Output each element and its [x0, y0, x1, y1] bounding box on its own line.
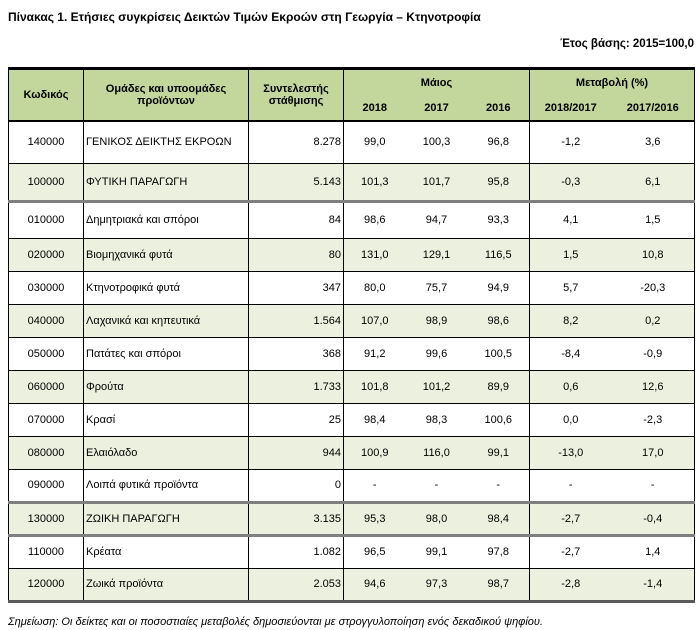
cell-index-2017: 75,7 [406, 271, 468, 304]
cell-code: 010000 [9, 201, 84, 238]
table-row [9, 370, 695, 403]
cell-index-2017: 129,1 [406, 238, 468, 271]
cell-index-2017: 100,3 [406, 121, 468, 163]
cell-change-2018-2017: - [530, 469, 612, 502]
header-product-groups: Ομάδες και υποομάδες προϊόντων [84, 69, 249, 122]
table-row [9, 201, 695, 238]
cell-product-name: ΓΕΝΙΚΟΣ ΔΕΙΚΤΗΣ ΕΚΡΟΩΝ [84, 121, 249, 163]
cell-change-2017-2016: -1,4 [612, 568, 695, 601]
cell-index-2018: 95,3 [344, 502, 406, 535]
cell-index-2017: 98,0 [406, 502, 468, 535]
cell-change-2017-2016: 6,1 [612, 163, 695, 201]
cell-index-2018: 98,4 [344, 403, 406, 436]
cell-index-2016: 93,3 [468, 201, 530, 238]
cell-code: 020000 [9, 238, 84, 271]
cell-change-2017-2016: - [612, 469, 695, 502]
cell-change-2018-2017: -1,2 [530, 121, 612, 163]
page [8, 10, 694, 628]
cell-change-2017-2016: -20,3 [612, 271, 695, 304]
table-row [9, 535, 695, 568]
cell-index-2017: 99,6 [406, 337, 468, 370]
cell-change-2017-2016: 17,0 [612, 436, 695, 469]
cell-index-2018: 101,8 [344, 370, 406, 403]
cell-change-2018-2017: 4,1 [530, 201, 612, 238]
cell-weight: 368 [249, 337, 344, 370]
cell-code: 040000 [9, 304, 84, 337]
cell-change-2018-2017: 1,5 [530, 238, 612, 271]
cell-index-2016: 95,8 [468, 163, 530, 201]
table-row [9, 403, 695, 436]
cell-change-2018-2017: 5,7 [530, 271, 612, 304]
cell-code: 090000 [9, 469, 84, 502]
cell-change-2018-2017: -2,7 [530, 535, 612, 568]
cell-index-2016: 98,6 [468, 304, 530, 337]
cell-weight: 25 [249, 403, 344, 436]
cell-weight: 0 [249, 469, 344, 502]
cell-code: 070000 [9, 403, 84, 436]
table-header [9, 69, 695, 122]
table-row [9, 436, 695, 469]
cell-product-name: Ελαιόλαδο [84, 436, 249, 469]
cell-index-2017: 97,3 [406, 568, 468, 601]
header-year-2017: 2017 [406, 96, 468, 121]
cell-product-name: Δημητριακά και σπόροι [84, 201, 249, 238]
cell-index-2018: - [344, 469, 406, 502]
cell-index-2016: 89,9 [468, 370, 530, 403]
cell-index-2016: 100,5 [468, 337, 530, 370]
cell-index-2018: 96,5 [344, 535, 406, 568]
cell-index-2016: - [468, 469, 530, 502]
cell-weight: 944 [249, 436, 344, 469]
cell-weight: 2.053 [249, 568, 344, 601]
cell-product-name: Φρούτα [84, 370, 249, 403]
cell-code: 080000 [9, 436, 84, 469]
cell-code: 140000 [9, 121, 84, 163]
cell-change-2017-2016: 1,4 [612, 535, 695, 568]
cell-index-2017: 101,7 [406, 163, 468, 201]
cell-index-2017: - [406, 469, 468, 502]
cell-index-2018: 98,6 [344, 201, 406, 238]
cell-change-2018-2017: -0,3 [530, 163, 612, 201]
cell-product-name: Κτηνοτροφικά φυτά [84, 271, 249, 304]
header-code: Κωδικός [9, 69, 84, 122]
cell-index-2018: 80,0 [344, 271, 406, 304]
header-year-2018: 2018 [344, 96, 406, 121]
cell-code: 030000 [9, 271, 84, 304]
cell-index-2017: 116,0 [406, 436, 468, 469]
cell-change-2018-2017: -8,4 [530, 337, 612, 370]
cell-index-2017: 98,3 [406, 403, 468, 436]
cell-weight: 3.135 [249, 502, 344, 535]
cell-index-2016: 96,8 [468, 121, 530, 163]
table-body [9, 121, 695, 601]
cell-change-2018-2017: 8,2 [530, 304, 612, 337]
header-weight: Συντελεστής στάθμισης [249, 69, 344, 122]
cell-change-2018-2017: -2,7 [530, 502, 612, 535]
cell-weight: 1.564 [249, 304, 344, 337]
cell-change-2017-2016: 0,2 [612, 304, 695, 337]
table-row [9, 568, 695, 601]
cell-product-name: Λοιπά φυτικά προϊόντα [84, 469, 249, 502]
cell-product-name: Κρέατα [84, 535, 249, 568]
price-index-table [8, 67, 695, 603]
header-may-group: Μάιος [344, 69, 530, 97]
cell-change-2018-2017: -13,0 [530, 436, 612, 469]
cell-change-2017-2016: 12,6 [612, 370, 695, 403]
cell-weight: 8.278 [249, 121, 344, 163]
cell-change-2017-2016: 3,6 [612, 121, 695, 163]
cell-index-2016: 99,1 [468, 436, 530, 469]
cell-index-2016: 98,4 [468, 502, 530, 535]
cell-change-2017-2016: -0,4 [612, 502, 695, 535]
cell-index-2018: 100,9 [344, 436, 406, 469]
cell-product-name: Πατάτες και σπόροι [84, 337, 249, 370]
cell-change-2017-2016: -2,3 [612, 403, 695, 436]
cell-weight: 84 [249, 201, 344, 238]
cell-code: 100000 [9, 163, 84, 201]
cell-change-2018-2017: -2,8 [530, 568, 612, 601]
table-row [9, 502, 695, 535]
table-row [9, 469, 695, 502]
cell-product-name: ΦΥΤΙΚΗ ΠΑΡΑΓΩΓΗ [84, 163, 249, 201]
cell-weight: 1.733 [249, 370, 344, 403]
table-row [9, 304, 695, 337]
cell-code: 120000 [9, 568, 84, 601]
cell-change-2018-2017: 0,0 [530, 403, 612, 436]
table-row [9, 163, 695, 201]
cell-index-2017: 101,2 [406, 370, 468, 403]
cell-index-2018: 131,0 [344, 238, 406, 271]
cell-change-2017-2016: 1,5 [612, 201, 695, 238]
cell-code: 050000 [9, 337, 84, 370]
cell-index-2018: 94,6 [344, 568, 406, 601]
cell-index-2016: 98,7 [468, 568, 530, 601]
table-row [9, 121, 695, 163]
cell-product-name: Ζωικά προϊόντα [84, 568, 249, 601]
cell-product-name: Κρασί [84, 403, 249, 436]
cell-index-2018: 101,3 [344, 163, 406, 201]
cell-change-2018-2017: 0,6 [530, 370, 612, 403]
cell-index-2017: 98,9 [406, 304, 468, 337]
cell-change-2017-2016: -0,9 [612, 337, 695, 370]
cell-product-name: Βιομηχανικά φυτά [84, 238, 249, 271]
header-change-2018-2017: 2018/2017 [530, 96, 612, 121]
footnote: Σημείωση: Οι δείκτες και οι ποσοστιαίες μεταβολές δημοσιεύονται με στρογγυλοποίηση ενός δεκαδικού ψηφίου. [8, 615, 544, 628]
cell-index-2016: 100,6 [468, 403, 530, 436]
table-row [9, 337, 695, 370]
cell-code: 060000 [9, 370, 84, 403]
cell-index-2016: 116,5 [468, 238, 530, 271]
cell-index-2018: 91,2 [344, 337, 406, 370]
header-change-2017-2016: 2017/2016 [612, 96, 695, 121]
cell-weight: 80 [249, 238, 344, 271]
table-row [9, 271, 695, 304]
cell-product-name: Λαχανικά και κηπευτικά [84, 304, 249, 337]
cell-index-2018: 99,0 [344, 121, 406, 163]
table-row [9, 238, 695, 271]
cell-code: 130000 [9, 502, 84, 535]
cell-weight: 347 [249, 271, 344, 304]
base-year-note: Έτος βάσης: 2015=100,0 [560, 38, 694, 50]
header-year-2016: 2016 [468, 96, 530, 121]
cell-index-2016: 97,8 [468, 535, 530, 568]
header-change-group: Μεταβολή (%) [530, 69, 695, 97]
cell-code: 110000 [9, 535, 84, 568]
cell-weight: 1.082 [249, 535, 344, 568]
cell-index-2018: 107,0 [344, 304, 406, 337]
cell-index-2016: 94,9 [468, 271, 530, 304]
cell-change-2017-2016: 10,8 [612, 238, 695, 271]
table-title: Πίνακας 1. Ετήσιες συγκρίσεις Δεικτών Τιμών Εκροών στη Γεωργία – Κτηνοτροφία [8, 10, 481, 24]
cell-product-name: ΖΩΙΚΗ ΠΑΡΑΓΩΓΗ [84, 502, 249, 535]
cell-index-2017: 94,7 [406, 201, 468, 238]
cell-index-2017: 99,1 [406, 535, 468, 568]
cell-weight: 5.143 [249, 163, 344, 201]
